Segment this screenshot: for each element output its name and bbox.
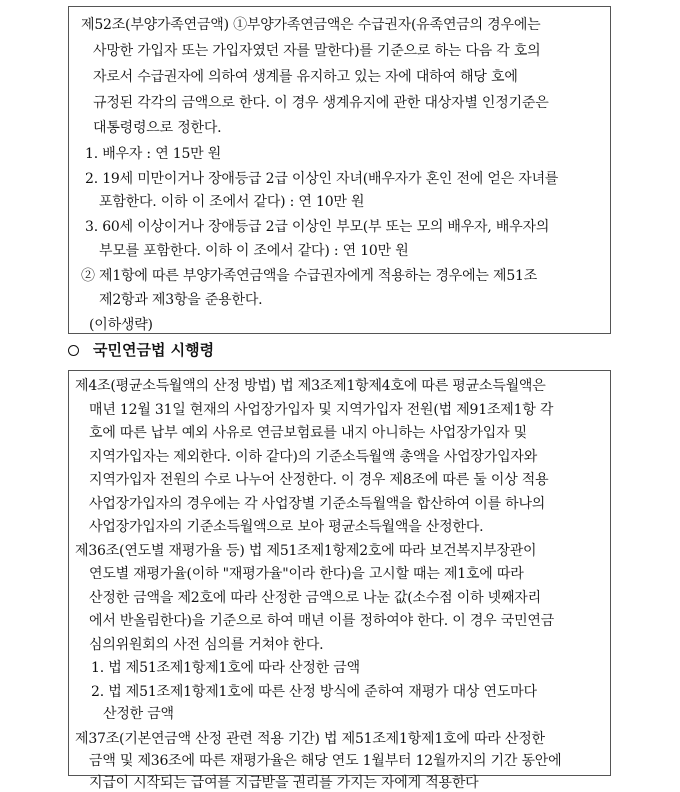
article-52-box — [68, 6, 611, 334]
text-line: 제37조(기본연금액 산정 관련 적용 기간) 법 제51조제1항제1호에 따라 산정한 — [75, 731, 545, 747]
text-line: 사업장가입자의 경우에는 각 사업장별 기준소득월액을 합산하여 이를 하나의 — [89, 496, 546, 512]
text-line: 규정된 각각의 금액으로 한다. 이 경우 생계유지에 관한 대상자별 인정기준은 — [93, 95, 549, 111]
section-heading — [68, 338, 214, 362]
text-line: 제52조(부양가족연금액) ①부양가족연금액은 수급권자(유족연금의 경우에는 — [81, 17, 541, 33]
text-line: 연도별 재평가율(이하 "재평가율"이라 한다)을 고시할 때는 제1호에 따라 — [89, 566, 524, 582]
text-line: 지급이 시작되는 급여를 지급받을 권리를 가지는 자에게 적용한다 — [89, 775, 479, 791]
text-line: 제2항과 제3항을 준용한다. — [99, 292, 263, 308]
list-item-continued: 부모를 포함한다. 이하 이 조에서 같다) : 연 10만 원 — [99, 243, 409, 259]
text-line: 심의위원회의 사전 심의를 거쳐야 한다. — [89, 637, 324, 653]
text-line: 에서 반올림한다)을 기준으로 하여 매년 이를 정하여야 한다. 이 경우 국민연금 — [89, 613, 555, 629]
text-line: 대통령령으로 정한다. — [93, 120, 222, 136]
list-item-continued: 포함한다. 이하 이 조에서 같다) : 연 10만 원 — [99, 194, 365, 210]
text-line: 사업장가입자의 기준소득월액으로 보아 평균소득월액을 산정한다. — [89, 519, 484, 535]
paragraph-2: ② 제1항에 따른 부양가족연금액을 수급권자에게 적용하는 경우에는 제51조 — [81, 268, 538, 284]
text-line: 지역가입자 전원의 수로 나누어 산정한다. 이 경우 제8조에 따른 둘 이상 적용 — [89, 472, 549, 488]
list-item: 3. 60세 이상이거나 장애등급 2급 이상인 부모(부 또는 모의 배우자, 배우자의 — [85, 219, 550, 235]
list-item: 2. 19세 미만이거나 장애등급 2급 이상인 자녀(배우자가 혼인 전에 얻은 자녀를 — [85, 171, 559, 187]
text-line: 제4조(평균소득월액의 산정 방법) 법 제3조제1항제4호에 따른 평균소득월액은 — [75, 378, 546, 394]
text-line: 산정한 금액을 제2호에 따라 산정한 금액으로 나눈 값(소수점 이하 넷째자리 — [89, 590, 541, 606]
list-item: 2. 법 제51조제1항제1호에 따른 산정 방식에 준하여 재평가 대상 연도마다 — [91, 684, 537, 700]
text-line: 자로서 수급권자에 의하여 생계를 유지하고 있는 자에 대하여 해당 호에 — [93, 69, 518, 85]
text-line: 금액 및 제36조에 따른 재평가율은 해당 연도 1월부터 12월까지의 기간 동안에 — [89, 753, 562, 769]
list-item: 1. 배우자 : 연 15만 원 — [85, 146, 222, 162]
section-heading-text: 국민연금법 시행령 — [93, 341, 215, 359]
text-line: 사망한 가입자 또는 가입자였던 자를 말한다)를 기준으로 하는 다음 각 호의 — [93, 43, 541, 59]
list-item-continued: 산정한 금액 — [103, 706, 174, 722]
text-line: 매년 12월 31일 현재의 사업장가입자 및 지역가입자 전원(법 제91조제1항 각 — [89, 402, 554, 418]
enforcement-decree-box — [68, 370, 611, 791]
omitted-note: (이하생략) — [89, 317, 153, 333]
text-line: 호에 따른 납부 예외 사유로 연금보험료를 내지 아니하는 사업장가입자 및 — [89, 425, 527, 441]
circle-bullet-icon — [68, 345, 79, 356]
text-line: 제36조(연도별 재평가율 등) 법 제51조제1항제2호에 따라 보건복지부장관이 — [75, 543, 537, 559]
text-line: 지역가입자는 제외한다. 이하 같다)의 기준소득월액 총액을 사업장가입자와 — [89, 449, 538, 465]
list-item: 1. 법 제51조제1항제1호에 따라 산정한 금액 — [91, 660, 360, 676]
